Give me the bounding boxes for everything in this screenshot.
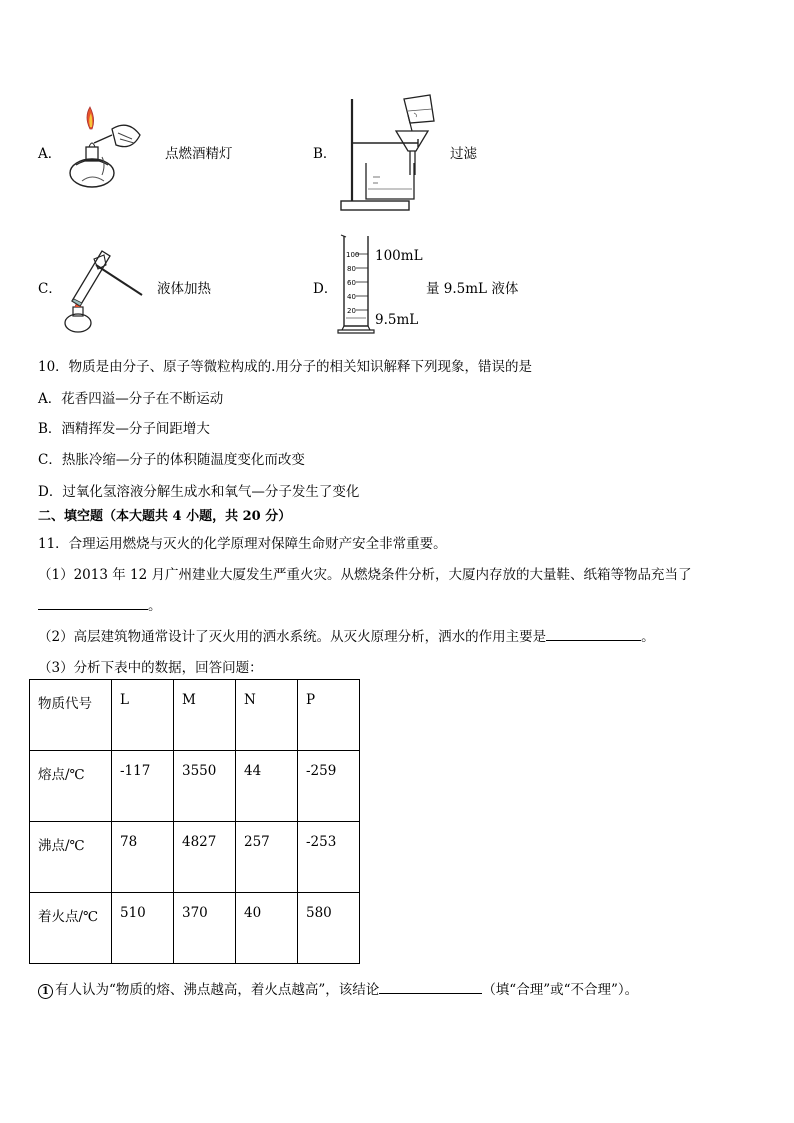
table-cell: 沸点/℃ <box>30 822 112 893</box>
option-b-letter: B． <box>313 146 337 162</box>
q11-stem: 11．合理运用燃烧与灭火的化学原理对保障生命财产安全非常重要。 <box>38 536 447 552</box>
table-cell: 44 <box>236 751 298 822</box>
table-header-cell: N <box>236 680 298 751</box>
table-row <box>30 822 360 893</box>
q11-part3: （3）分析下表中的数据，回答问题： <box>38 660 263 676</box>
option-c-caption: 液体加热 <box>157 281 211 297</box>
answer-blank-3[interactable] <box>379 979 482 994</box>
liquid-heating-figure <box>62 243 154 338</box>
table-cell: 580 <box>298 893 360 964</box>
section-title: 二、填空题（本大题共 4 小题，共 20 分） <box>38 509 292 524</box>
option-a-letter: A． <box>38 146 62 162</box>
cylinder-mark-100: 100 <box>346 251 360 259</box>
q10-option-a: A．花香四溢—分子在不断运动 <box>38 391 224 407</box>
q10-stem: 10．物质是由分子、原子等微粒构成的.用分子的相关知识解释下列现象，错误的是 <box>38 359 532 375</box>
filtration-apparatus-figure <box>338 93 438 215</box>
table-cell: 510 <box>112 893 174 964</box>
q11-part2-end: 。 <box>641 629 655 645</box>
q10-option-b: B．酒精挥发—分子间距增大 <box>38 421 210 437</box>
cylinder-mark-20: 20 <box>347 307 356 315</box>
cylinder-bottom-label: 9.5mL <box>375 312 419 328</box>
table-cell: 257 <box>236 822 298 893</box>
table-header-cell: L <box>112 680 174 751</box>
table-cell: 370 <box>174 893 236 964</box>
q10-option-c: C．热胀冷缩—分子的体积随温度变化而改变 <box>38 452 305 468</box>
q11-sub1: 有人认为“物质的熔、沸点越高，着火点越高”，该结论 <box>55 982 380 998</box>
table-header-cell: M <box>174 680 236 751</box>
table-cell: -259 <box>298 751 360 822</box>
table-cell: 3550 <box>174 751 236 822</box>
answer-blank-2[interactable] <box>546 626 641 641</box>
option-a-caption: 点燃酒精灯 <box>165 146 233 162</box>
option-b-caption: 过滤 <box>450 146 477 162</box>
table-row <box>30 893 360 964</box>
table-cell: -117 <box>112 751 174 822</box>
cylinder-mark-40: 40 <box>347 293 356 301</box>
table-cell: 40 <box>236 893 298 964</box>
q11-part2-line <box>38 625 655 645</box>
table-cell: -253 <box>298 822 360 893</box>
cylinder-mark-80: 80 <box>347 265 356 273</box>
cylinder-mark-60: 60 <box>347 279 356 287</box>
table-header-cell: P <box>298 680 360 751</box>
table-header-cell: 物质代号 <box>30 680 112 751</box>
table-row <box>30 680 360 751</box>
option-d-caption: 量 9.5mL 液体 <box>426 281 519 297</box>
table-cell: 78 <box>112 822 174 893</box>
q11-part1-end: 。 <box>148 598 162 614</box>
option-d-letter: D． <box>313 281 338 297</box>
q11-part2: （2）高层建筑物通常设计了灭火用的洒水系统。从灭火原理分析，洒水的作用主要是 <box>38 629 547 645</box>
table-row <box>30 751 360 822</box>
table-cell: 着火点/℃ <box>30 893 112 964</box>
alcohol-lamp-lighting-figure <box>62 103 148 195</box>
circled-number: 1 <box>38 984 53 999</box>
q11-part1-answer-line <box>38 594 162 614</box>
q11-part1: （1）2013 年 12 月广州建业大厦发生严重火灾。从燃烧条件分析，大厦内存放的大量鞋、纸箱等物品充当了 <box>38 567 692 583</box>
answer-blank-1[interactable] <box>38 595 148 610</box>
graduated-cylinder-figure <box>336 230 376 335</box>
table-cell: 熔点/℃ <box>30 751 112 822</box>
q11-sub1-end: （填“合理”或“不合理”）。 <box>482 982 639 998</box>
substance-data-table <box>29 679 360 964</box>
cylinder-top-label: 100mL <box>375 248 423 264</box>
option-c-letter: C． <box>38 281 62 297</box>
q10-option-d: D．过氧化氢溶液分解生成水和氧气—分子发生了变化 <box>38 484 360 500</box>
table-cell: 4827 <box>174 822 236 893</box>
q11-sub1-line <box>38 978 638 999</box>
